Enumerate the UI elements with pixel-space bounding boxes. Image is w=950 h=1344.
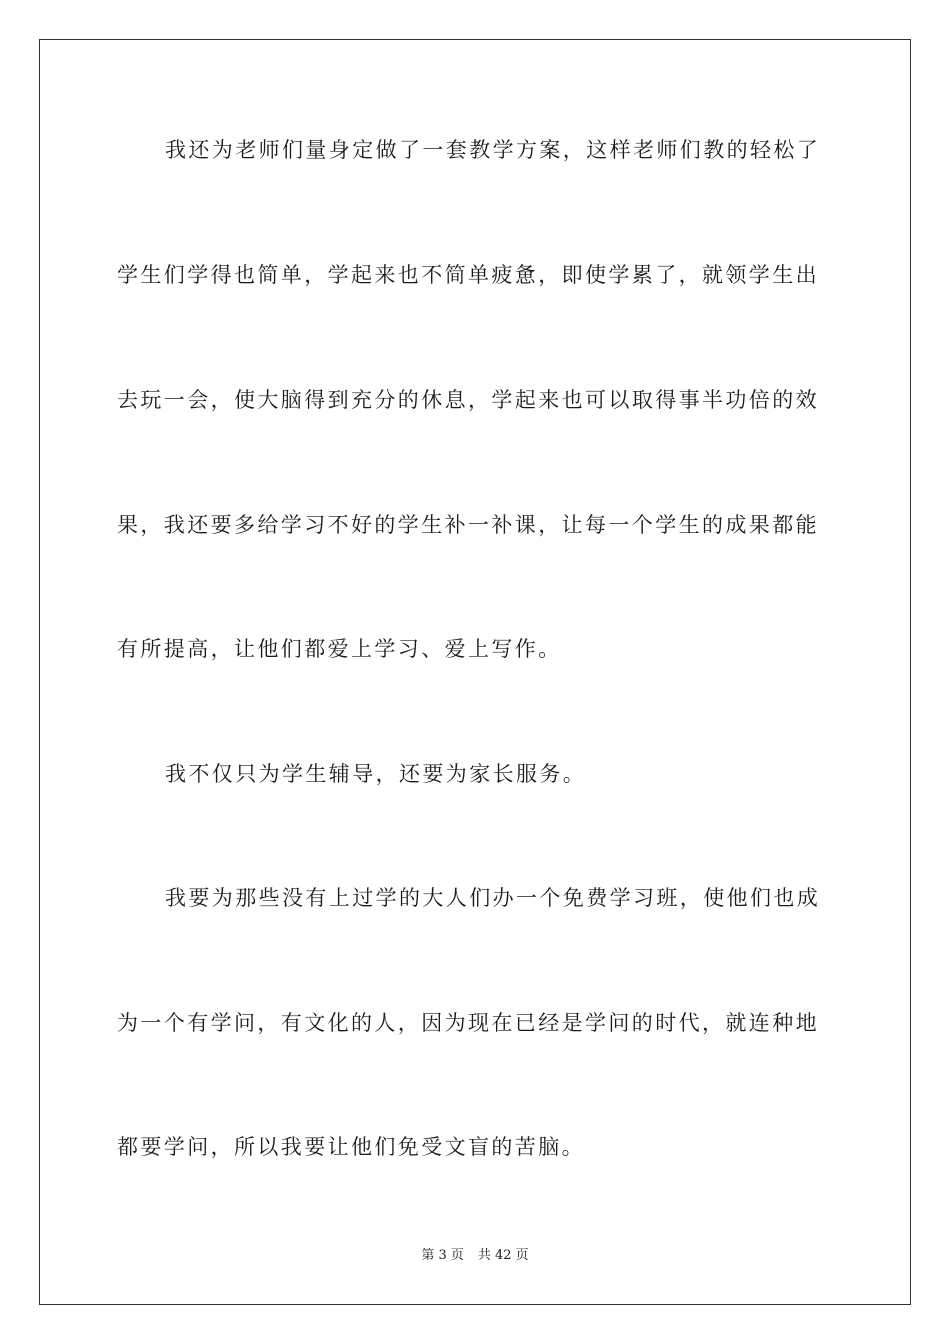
paragraph-1-line-3: 去玩一会，使大脑得到充分的休息，学起来也可以取得事半功倍的效 [117, 388, 819, 412]
total-pages: 共 42 页 [477, 1248, 529, 1263]
paragraph-3-line-1: 我要为那些没有上过学的大人们办一个免费学习班，使他们也成 [165, 886, 821, 910]
paragraph-1-line-2: 学生们学得也简单，学起来也不简单疲惫，即使学累了，就领学生出 [117, 263, 819, 287]
paragraph-3-line-2: 为一个有学问，有文化的人，因为现在已经是学问的时代，就连种地 [117, 1011, 819, 1035]
paragraph-1-line-5: 有所提高，让他们都爱上学习、爱上写作。 [117, 637, 562, 661]
page-footer [0, 1248, 950, 1264]
paragraph-3-line-3: 都要学问，所以我要让他们免受文盲的苦脑。 [117, 1135, 585, 1159]
page-frame [39, 39, 911, 1305]
paragraph-1-line-4: 果，我还要多给学习不好的学生补一补课，让每一个学生的成果都能 [117, 513, 819, 537]
paragraph-1-line-1: 我还为老师们量身定做了一套教学方案，这样老师们教的轻松了 [165, 138, 821, 162]
paragraph-2-line-1: 我不仅只为学生辅导，还要为家长服务。 [165, 762, 587, 786]
page-number: 第 3 页 [421, 1248, 464, 1263]
